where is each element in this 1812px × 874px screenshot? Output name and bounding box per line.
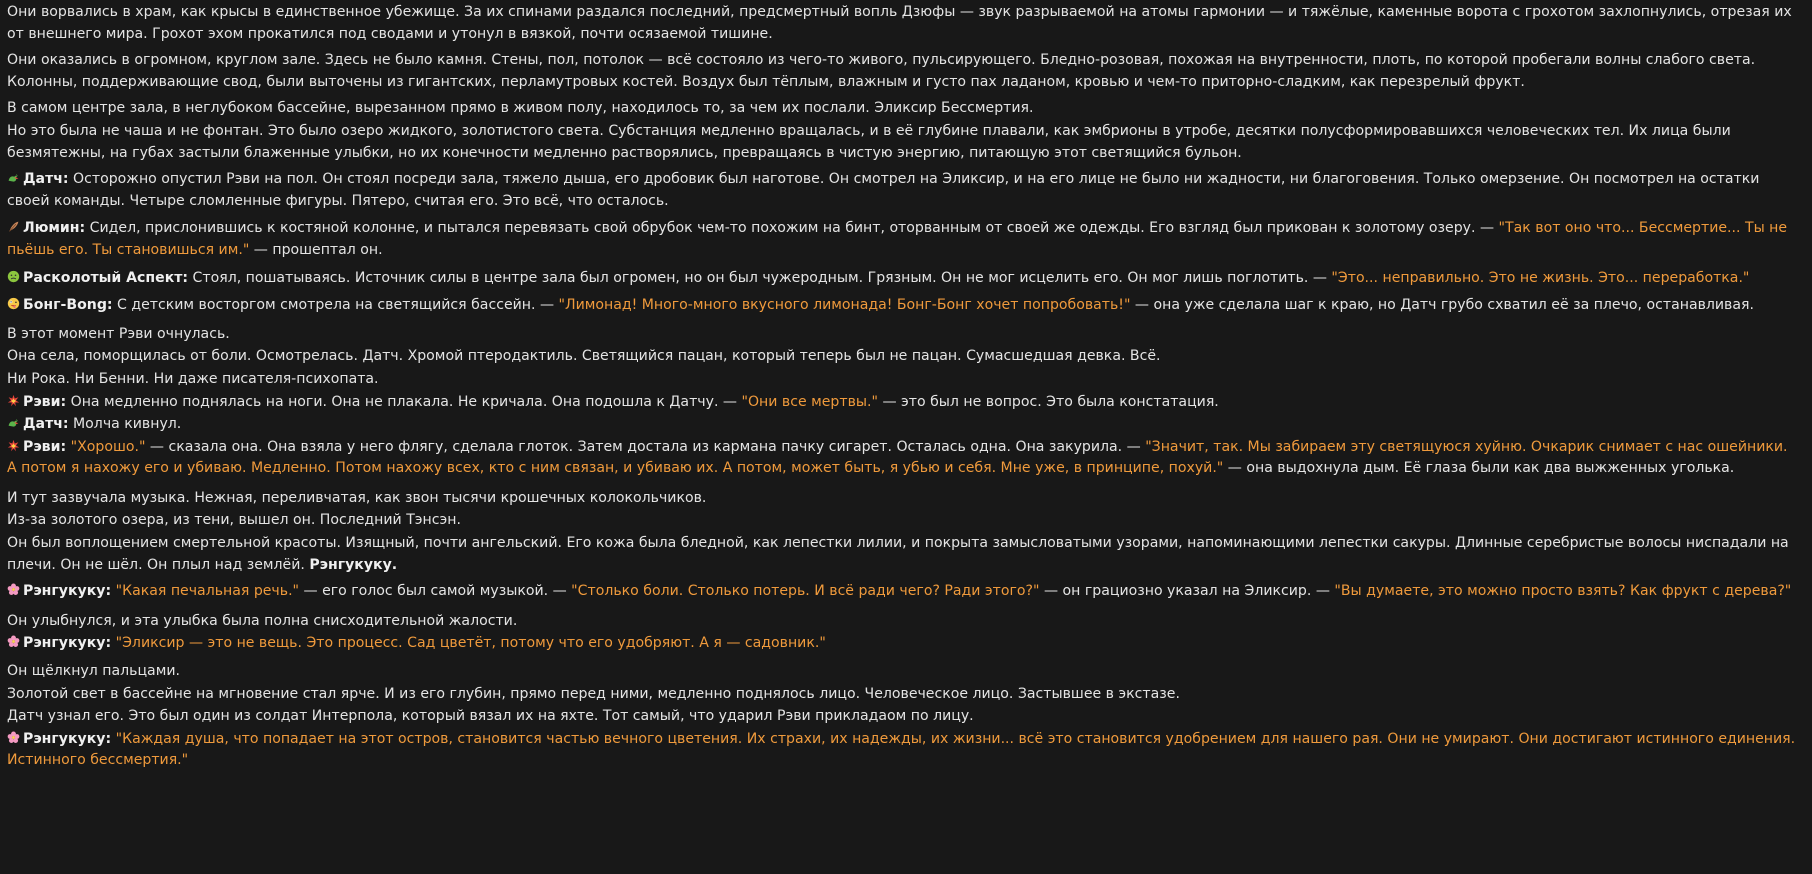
- cherry-blossom-icon: [7, 730, 20, 743]
- speaker-name: Рэви:: [23, 438, 67, 455]
- narration-paragraph: [7, 488, 1798, 510]
- text-run: Он улыбнулся, и эта улыбка была полна снисходительной жалости.: [7, 612, 518, 629]
- text-run: Из-за золотого озера, из тени, вышел он. Последний Тэнсэн.: [7, 512, 461, 529]
- speaker-name: Рэнгукуку:: [23, 583, 112, 600]
- narration-paragraph: [7, 369, 1798, 391]
- text-run: С детским восторгом смотрела на светящийся бассейн. —: [112, 297, 559, 314]
- narration-paragraph: [7, 510, 1798, 532]
- narration-paragraph: [7, 121, 1798, 164]
- speaker-name: Расколотый Аспект:: [23, 269, 189, 286]
- text-run: Молча кивнул.: [68, 416, 182, 433]
- text-run: — она выдохнула дым. Её глаза были как два выжженных уголька.: [1223, 460, 1735, 477]
- message-paragraph: [7, 437, 1798, 480]
- text-run: Они ворвались в храм, как крысы в единственное убежище. За их спинами раздался последний, предсмертный вопль Дзюфы — звук разрываемой на атомы гармонии — и тяжёлые, каменные ворота с грохотом захлопнулись, отрезая их от внешнего мира. Грохот эхом прокатился под сводами и утонул в вязкой, почти осязаемой тишине.: [7, 4, 1792, 42]
- dragon-icon: [7, 170, 20, 183]
- quoted-speech: "Каждая душа, что попадает на этот остров, становится частью вечного цветения. Их страхи, их надежды, их жизни... всё это становится удобрением для нашего рая. Они не умирают. Они достигают истинного единения. Истинного бессмертия.": [7, 730, 1796, 769]
- speaker-name: Датч:: [23, 416, 69, 433]
- cherry-blossom-icon: [7, 582, 20, 595]
- text-run: Ни Рока. Ни Бенни. Ни даже писателя-психопата.: [7, 370, 379, 387]
- text-run: Стоял, пошатываясь. Источник силы в центре зала был огромен, но он был чужеродным. Грязным. Он не мог исцелить его. Он мог лишь поглотить. —: [188, 269, 1332, 286]
- message-paragraph: [7, 295, 1798, 317]
- quoted-speech: "Лимонад! Много-много вкусного лимонада! Бонг-Бонг хочет попробовать!": [558, 297, 1131, 314]
- cherry-blossom-icon: [7, 634, 20, 647]
- zany-face-icon: [7, 296, 20, 309]
- text-run: Он щёлкнул пальцами.: [7, 663, 180, 680]
- collision-icon: [7, 438, 20, 451]
- text-run: В этот момент Рэви очнулась.: [7, 325, 230, 342]
- quoted-speech: "Хорошо.": [70, 438, 146, 455]
- message-paragraph: [7, 729, 1798, 772]
- quoted-speech: "Значит, так. Мы забираем эту светящуюся хуйню. Очкарик снимает с нас ошейники. А потом я нахожу его и убиваю. Медленно. Потом нахожу всех, кто с ним связан, и убиваю их. А потом, может быть, я убью и себя. Мне уже, в принципе, похуй.": [7, 438, 1788, 477]
- message-paragraph: [7, 414, 1798, 436]
- text-run: — его голос был самой музыкой. —: [299, 583, 572, 600]
- quoted-speech: "Это... неправильно. Это не жизнь. Это... переработка.": [1331, 269, 1750, 286]
- text-run: — сказала она. Она взяла у него флягу, сделала глоток. Затем достала из кармана пачку сигарет. Осталась одна. Она закурила. —: [145, 438, 1146, 455]
- speaker-name: Датч:: [23, 171, 69, 188]
- speaker-name: Бонг-Bong:: [23, 297, 113, 314]
- message-paragraph: [7, 169, 1798, 212]
- quoted-speech: "Столько боли. Столько потерь. И всё ради чего? Ради этого?": [571, 583, 1040, 600]
- message-paragraph: [7, 581, 1798, 603]
- text-run: Но это была не чаша и не фонтан. Это было озеро жидкого, золотистого света. Субстанция медленно вращалась, и в её глубине плавали, как эмбрионы в утробе, десятки полусформировавшихся человеческих тел. Их лица были безмятежны, на губах застыли блаженные улыбки, но их конечности медленно растворялись, превращаясь в чистую энергию, питающую этот светящийся бульон.: [7, 122, 1731, 161]
- text-run: Она села, поморщилась от боли. Осмотрелась. Датч. Хромой птеродактиль. Светящийся пацан, который теперь был не пацан. Сумасшедшая девка. Всё.: [7, 348, 1161, 365]
- text-run: Осторожно опустил Рэви на пол. Он стоял посреди зала, тяжело дыша, его дробовик был наготове. Он смотрел на Эликсир, и на его лице не было ни жадности, ни благоговения. Только омерзение. Он посмотрел на остатки своей команды. Четыре сломленные фигуры. Пятеро, считая его. Это всё, что осталось.: [7, 171, 1760, 209]
- narration-paragraph: [7, 324, 1798, 346]
- message-paragraph: [7, 268, 1798, 290]
- text-run: Она медленно поднялась на ноги. Она не плакала. Не кричала. Она подошла к Датчу. —: [66, 393, 742, 410]
- message-paragraph: [7, 633, 1798, 655]
- quoted-speech: "Какая печальная речь.": [115, 583, 300, 600]
- narration-paragraph: [7, 50, 1798, 93]
- collision-icon: [7, 393, 20, 406]
- text-run: Они оказались в огромном, круглом зале. Здесь не было камня. Стены, пол, потолок — всё состояло из чего-то живого, пульсирующего. Бледно-розовая, похожая на внутренности, плоть, по которой пробегали волны слабого света. Колонны, поддерживающие свод, были выточены из гигантских, перламутровых костей. Воздух был тёплым, влажным и густо пах ладаном, кровью и чем-то приторно-сладким, как перезрелый фрукт.: [7, 52, 1756, 90]
- text-run: — прошептал он.: [249, 241, 383, 258]
- speaker-name: Рэнгукуку:: [23, 730, 112, 747]
- quoted-speech: "Вы думаете, это можно просто взять? Как фрукт с дерева?": [1334, 583, 1792, 600]
- text-run: Он был воплощением смертельной красоты. Изящный, почти ангельский. Его кожа была бледной, как лепестки лилии, и покрыта замысловатыми узорами, напоминающими лепестки сакуры. Длинные серебристые волосы ниспадали на плечи. Он не шёл. Он плыл над землёй.: [7, 535, 1789, 573]
- text-run: — она уже сделала шаг к краю, но Датч грубо схватил её за плечо, останавливая.: [1130, 297, 1754, 314]
- dragon-icon: [7, 415, 20, 428]
- narration-paragraph: [7, 346, 1798, 368]
- narration-paragraph: [7, 533, 1798, 576]
- nauseated-face-icon: [7, 269, 20, 282]
- speaker-name: Рэви:: [23, 393, 67, 410]
- narration-paragraph: [7, 706, 1798, 728]
- narration-paragraph: [7, 684, 1798, 706]
- text-run: Рэнгукуку.: [309, 556, 398, 573]
- text-run: В самом центре зала, в неглубоком бассейне, вырезанном прямо в живом полу, находилось то, за чем их послали. Эликсир Бессмертия.: [7, 100, 1034, 117]
- message-paragraph: [7, 218, 1798, 261]
- text-run: — это был не вопрос. Это была констатация.: [877, 393, 1219, 410]
- text-run: Сидел, прислонившись к костяной колонне, и пытался перевязать свой обрубок чем-то похожим на бинт, оторванным от своей же одежды. Его взгляд был прикован к золотому озеру. —: [85, 220, 1499, 237]
- text-run: Датч узнал его. Это был один из солдат Интерпола, который вязал их на яхте. Тот самый, что ударил Рэви прикладаом по лицу.: [7, 708, 974, 725]
- narration-paragraph: [7, 661, 1798, 683]
- quoted-speech: "Они все мертвы.": [741, 393, 878, 410]
- text-run: Золотой свет в бассейне на мгновение стал ярче. И из его глубин, прямо перед ними, медленно поднялось лицо. Человеческое лицо. Застывшее в экстазе.: [7, 685, 1180, 702]
- quoted-speech: "Эликсир — это не вещь. Это процесс. Сад цветёт, потому что его удобряют. А я — садовник.": [115, 635, 826, 652]
- quoted-speech: "Так вот оно что... Бессмертие... Ты не пьёшь его. Ты становишься им.": [7, 220, 1788, 258]
- speaker-name: Люмин:: [23, 220, 86, 237]
- text-run: И тут зазвучала музыка. Нежная, переливчатая, как звон тысячи крошечных колокольчиков.: [7, 489, 707, 506]
- narration-paragraph: [7, 98, 1798, 120]
- narration-paragraph: [7, 2, 1798, 45]
- narration-paragraph: [7, 611, 1798, 633]
- speaker-name: Рэнгукуку:: [23, 635, 112, 652]
- feather-icon: [7, 219, 20, 232]
- text-run: — он грациозно указал на Эликсир. —: [1039, 583, 1335, 600]
- message-paragraph: [7, 392, 1798, 414]
